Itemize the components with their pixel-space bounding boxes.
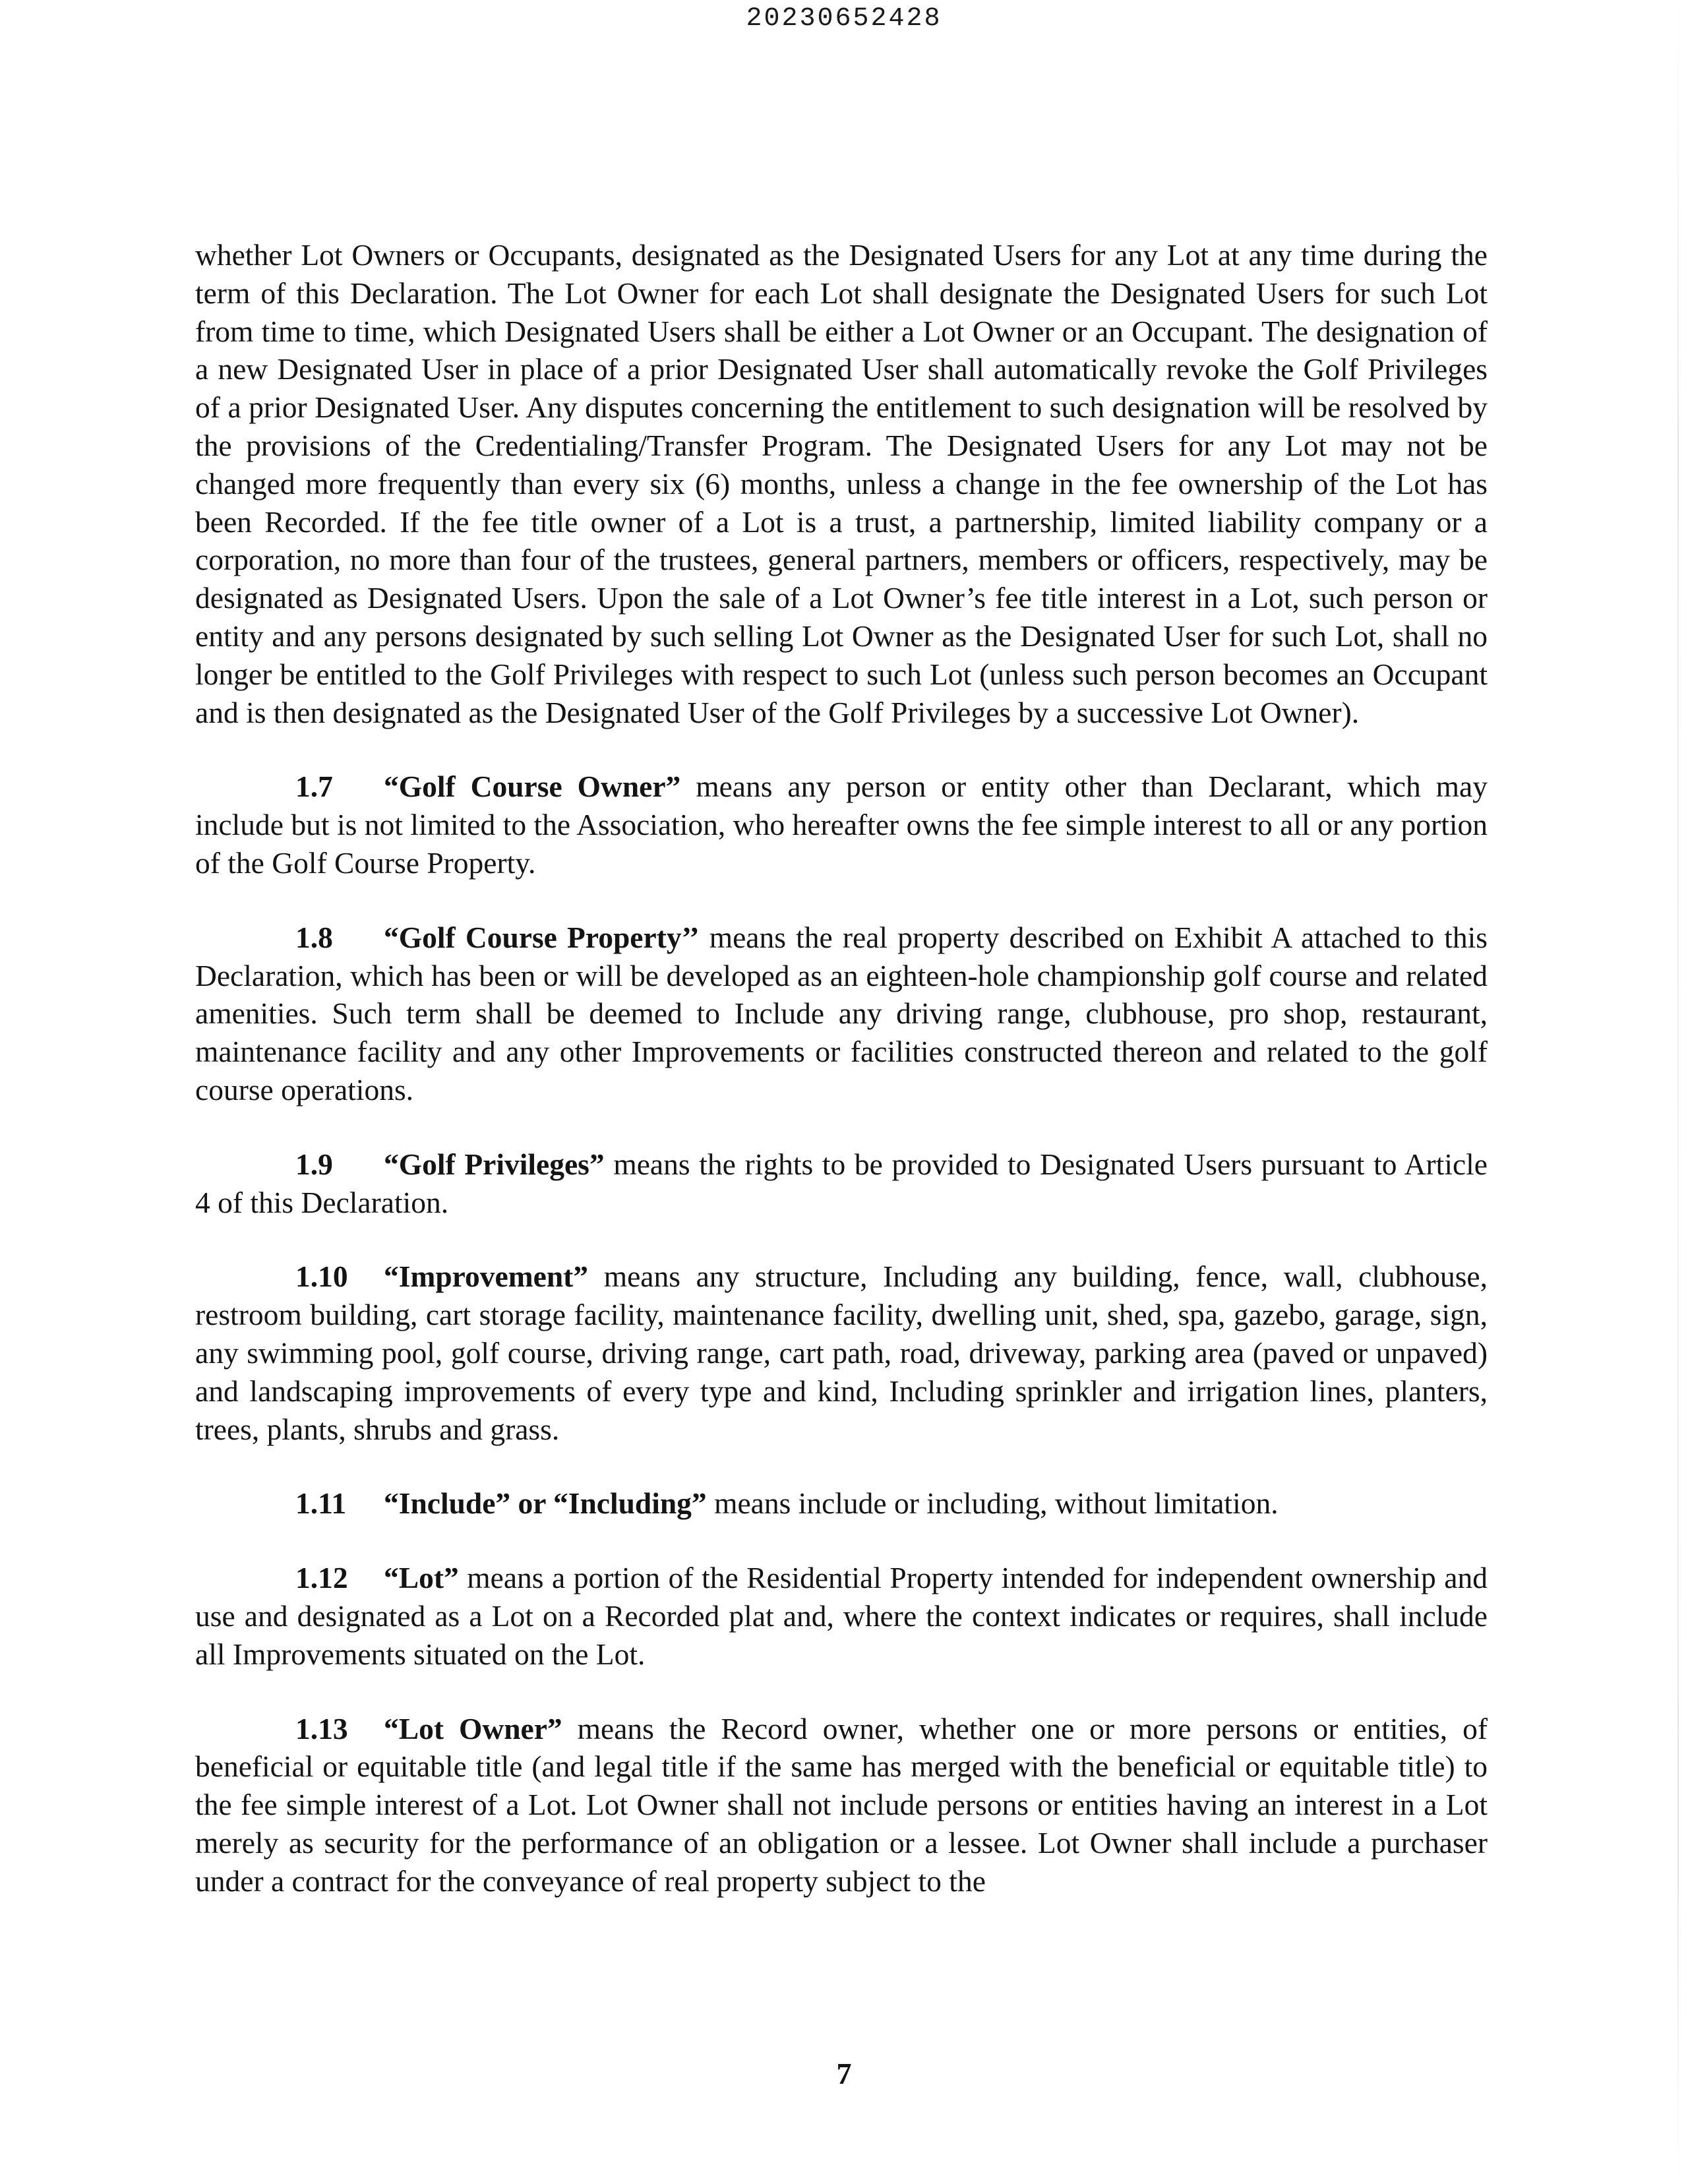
section-number: 1.9 xyxy=(295,1147,333,1181)
defined-term: “Lot Owner” xyxy=(384,1711,562,1745)
definition-1-11 xyxy=(195,1484,1488,1523)
definition-text: means include or including, without limitation. xyxy=(706,1486,1279,1521)
definition-1-9 xyxy=(195,1145,1488,1222)
section-number: 1.12 xyxy=(295,1561,348,1595)
scan-edge-line xyxy=(1677,0,1679,2184)
section-number: 1.11 xyxy=(295,1486,347,1521)
definition-text: means the rights to be provided to Designated Users pursuant to Article 4 of this Declaration. xyxy=(195,1147,1488,1219)
defined-term: “Golf Privileges” xyxy=(384,1147,605,1181)
section-number: 1.7 xyxy=(295,770,333,804)
definition-1-12 xyxy=(195,1559,1488,1673)
definition-text: means the Record owner, whether one or more persons or entities, of beneficial or equitable title (and legal title if the same has merged with the beneficial or equitable title) to the fee simple interest of a Lot. Lot Owner shall not include persons or entities having an interest in a Lot merely as security for the performance of an obligation or a lessee. Lot Owner shall include a purchaser under a contract for the conveyance of real property subject to the xyxy=(195,1711,1488,1898)
definition-1-10 xyxy=(195,1258,1488,1448)
document-body xyxy=(195,236,1488,1936)
defined-term: “Golf Course Owner” xyxy=(384,770,681,804)
section-number: 1.10 xyxy=(295,1259,348,1294)
definition-text: means the real property described on Exhibit A attached to this Declaration, which has been or will be developed as an eighteen-hole championship golf course and related amenities. Such term shall be deemed to Include any driving range, clubhouse, pro shop, restaurant, maintenance facility and any other Improvements or facilities constructed thereon and related to the golf course operations. xyxy=(195,920,1488,1107)
section-number: 1.8 xyxy=(295,920,333,954)
defined-term: “Lot” xyxy=(384,1561,459,1595)
definition-text: means any structure, Including any building, fence, wall, clubhouse, restroom building, cart storage facility, maintenance facility, dwelling unit, shed, spa, gazebo, garage, sign, any swimming pool, golf course, driving range, cart path, road, driveway, parking area (paved or unpaved) and landscaping improvements of every type and kind, Including sprinkler and irrigation lines, planters, trees, plants, shrubs and grass. xyxy=(195,1259,1488,1446)
definition-1-8 xyxy=(195,919,1488,1109)
section-number: 1.13 xyxy=(295,1711,348,1745)
defined-term: “Golf Course Property’’ xyxy=(384,920,700,954)
defined-term: “Improvement” xyxy=(384,1259,589,1294)
definition-text: means a portion of the Residential Property intended for independent ownership and use and designated as a Lot on a Recorded plat and, where the context indicates or requires, shall include all Improvements situated on the Lot. xyxy=(195,1561,1488,1671)
definition-1-7 xyxy=(195,768,1488,882)
definition-text: means any person or entity other than Declarant, which may include but is not limited to the Association, who hereafter owns the fee simple interest to all or any portion of the Golf Course Property. xyxy=(195,770,1488,880)
defined-term: “Include” or “Including” xyxy=(384,1486,707,1521)
document-number: 20230652428 xyxy=(746,4,942,34)
page-number: 7 xyxy=(836,2057,852,2090)
continuation-paragraph: whether Lot Owners or Occupants, designated as the Designated Users for any Lot at any time during the term of this Declaration. The Lot Owner for each Lot shall designate the Designated Users for such Lot from time to time, which Designated Users shall be either a Lot Owner or an Occupant. The designation of a new Designated User in place of a prior Designated User shall automatically revoke the Golf Privileges of a prior Designated User. Any disputes concerning the entitlement to such designation will be resolved by the provisions of the Credentialing/Transfer Program. The Designated Users for any Lot may not be changed more frequently than every six (6) months, unless a change in the fee ownership of the Lot has been Recorded. If the fee title owner of a Lot is a trust, a partnership, limited liability company or a corporation, no more than four of the trustees, general partners, members or officers, respectively, may be designated as Designated Users. Upon the sale of a Lot Owner’s fee title interest in a Lot, such person or entity and any persons designated by such selling Lot Owner as the Designated User for such Lot, shall no longer be entitled to the Golf Privileges with respect to such Lot (unless such person becomes an Occupant and is then designated as the Designated User of the Golf Privileges by a successive Lot Owner). xyxy=(195,238,1488,729)
definition-1-13 xyxy=(195,1710,1488,1900)
